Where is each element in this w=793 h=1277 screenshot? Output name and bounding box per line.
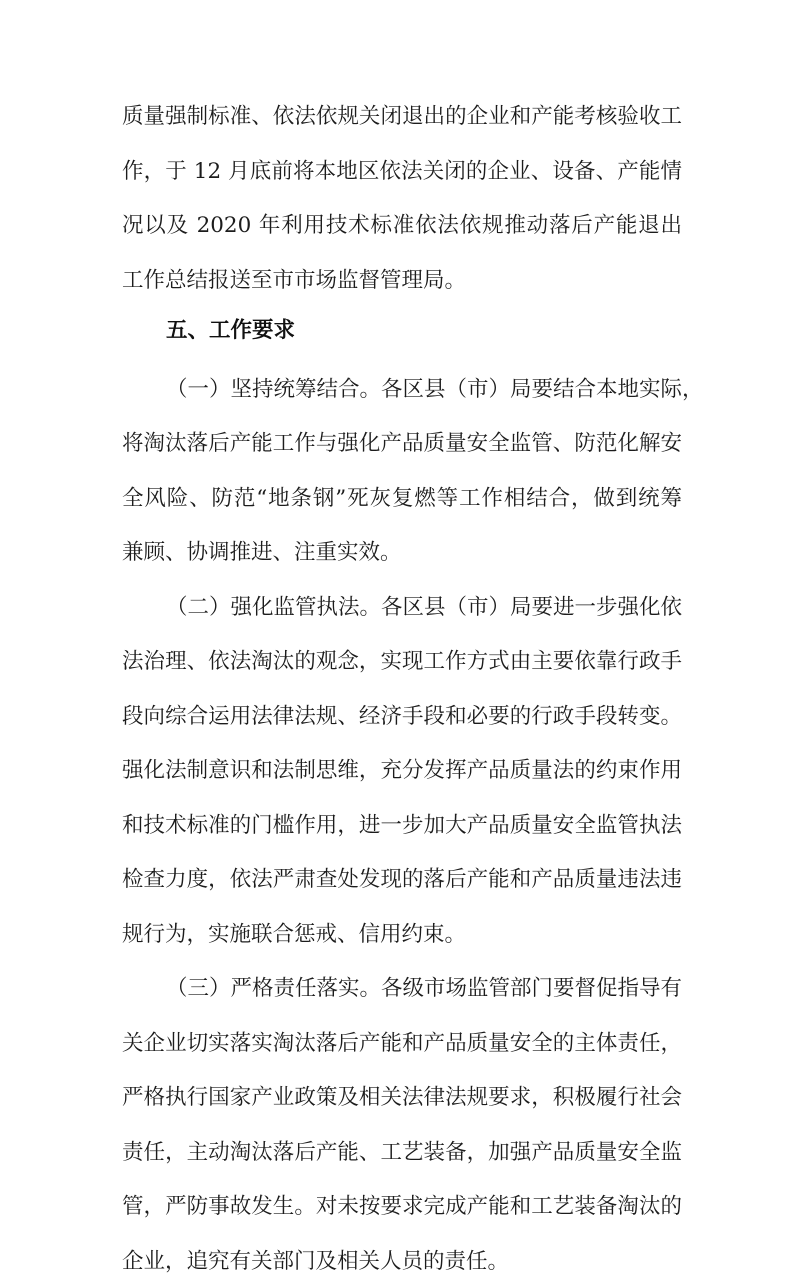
text-line: 管，严防事故发生。对未按要求完成产能和工艺装备淘汰的 [122,1194,682,1219]
text-line: 关企业切实落实淘汰落后产能和产品质量安全的主体责任， [122,1031,682,1056]
text-line: 工作总结报送至市市场监督管理局。 [122,268,467,293]
text-line: 将淘汰落后产能工作与强化产品质量安全监管、防范化解安 [122,431,682,456]
text-line: 兼顾、协调推进、注重实效。 [122,540,402,565]
text-line: 法治理、依法淘汰的观念，实现工作方式由主要依靠行政手 [122,649,682,674]
text-line: 责任，主动淘汰落后产能、工艺装备，加强产品质量安全监 [122,1140,682,1165]
text-line: 严格执行国家产业政策及相关法律法规要求，积极履行社会 [122,1085,682,1110]
text-line: （一）坚持统筹结合。各区县（市）局要结合本地实际， [166,377,704,402]
text-line: 质量强制标准、依法依规关闭退出的企业和产能考核验收工 [122,104,682,129]
text-line: 段向综合运用法律法规、经济手段和必要的行政手段转变。 [122,704,682,729]
text-line: 全风险、防范“地条钢”死灰复燃等工作相结合，做到统筹 [122,486,682,511]
text-line: 况以及 2020 年利用技术标准依法依规推动落后产能退出 [122,213,682,238]
text-line: （二）强化监管执法。各区县（市）局要进一步强化依 [166,595,683,620]
text-line: （三）严格责任落实。各级市场监管部门要督促指导有 [166,976,683,1001]
text-line: 和技术标准的门槛作用，进一步加大产品质量安全监管执法 [122,813,682,838]
text-line: 检查力度，依法严肃查处发现的落后产能和产品质量违法违 [122,867,682,892]
text-line: 强化法制意识和法制思维，充分发挥产品质量法的约束作用 [122,758,682,783]
text-line: 企业，追究有关部门及相关人员的责任。 [122,1249,510,1274]
text-line: 规行为，实施联合惩戒、信用约束。 [122,922,467,947]
section-heading: 五、工作要求 [166,318,296,343]
text-line: 作，于 12 月底前将本地区依法关闭的企业、设备、产能情 [122,159,682,184]
